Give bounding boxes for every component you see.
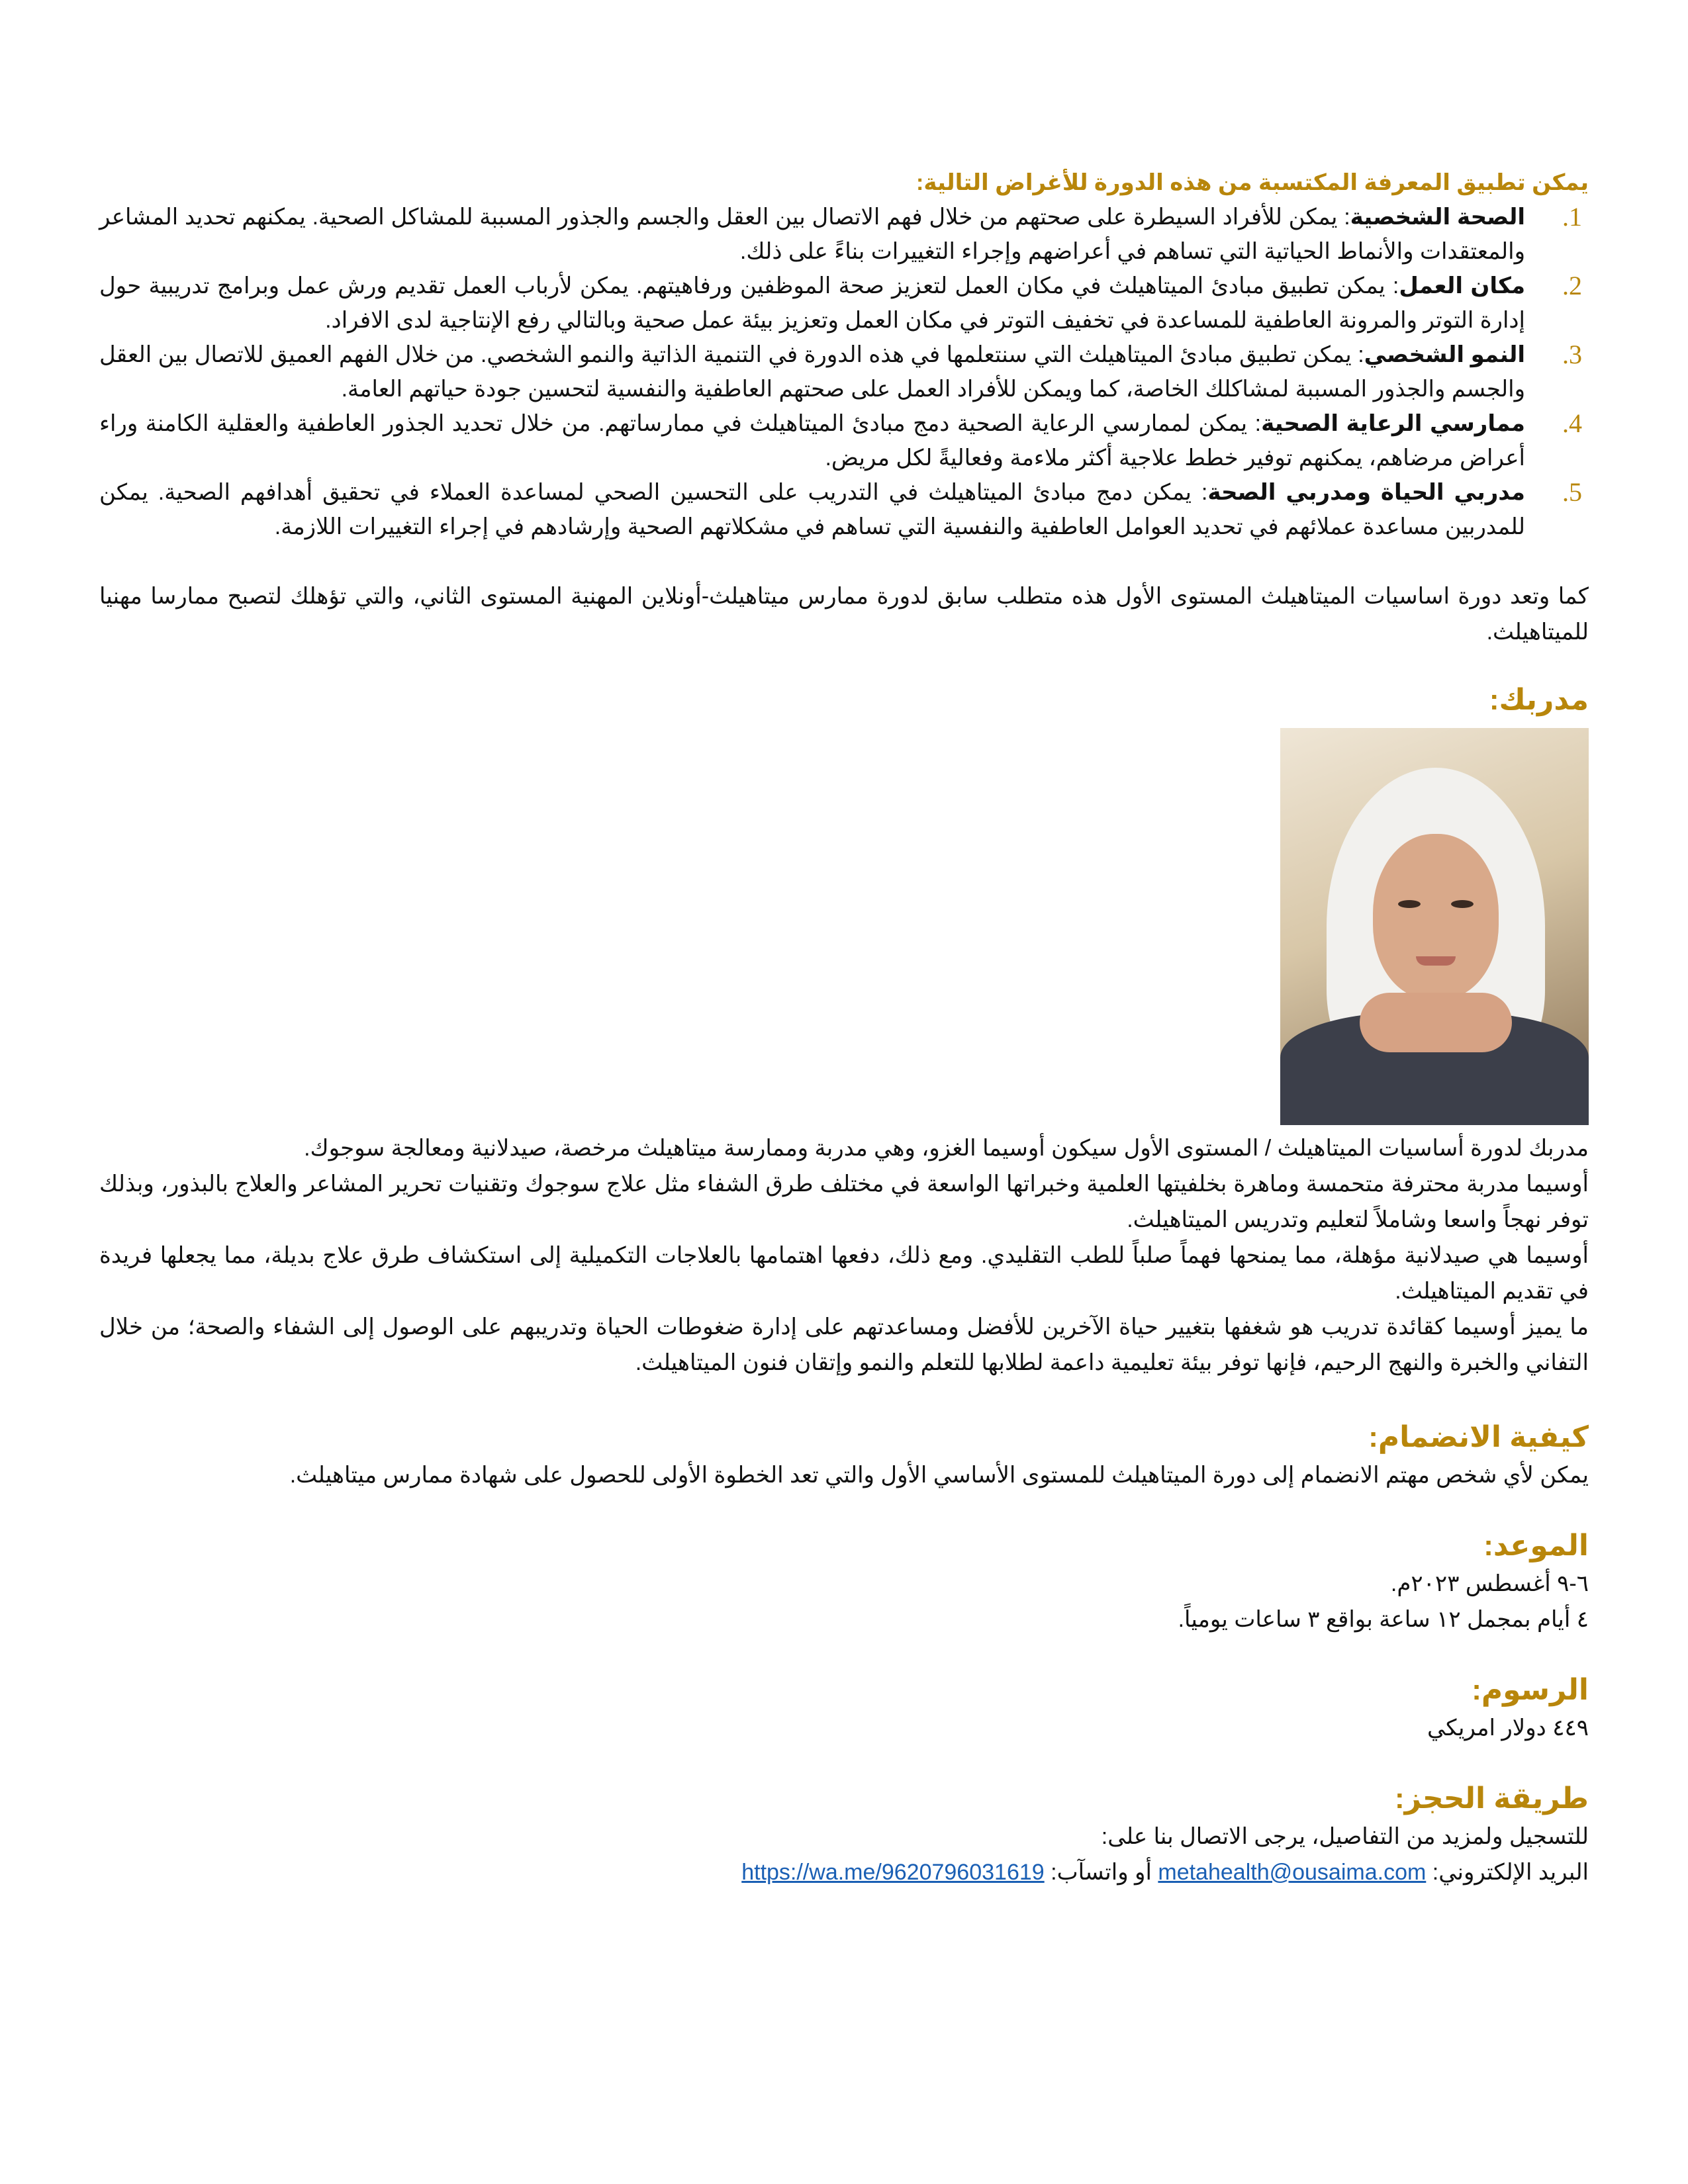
purpose-term: الصحة الشخصية: [1350, 205, 1525, 230]
trainer-paragraph: أوسيما هي صيدلانية مؤهلة، مما يمنحها فهماً صلباً للطب التقليدي. ومع ذلك، دفعها اهتمامها بالعلاجات التكميلية إلى استكشاف طرق علاج بديلة، مما يجعلها فريدة في تقديم الميتاهيلث.: [99, 1243, 1589, 1304]
purpose-term: مكان العمل: [1399, 273, 1525, 298]
booking-title: طريقة الحجز:: [1395, 1782, 1589, 1815]
prerequisite-paragraph: كما وتعد دورة اساسيات الميتاهيلث المستوى الأول هذه متطلب سابق لدورة ممارس ميتاهيلث-أونلاين المهنية المستوى الثاني، والتي تؤهلك لتصبح ممارسا مهنيا للميتاهيلث.: [99, 584, 1589, 645]
booking-intro: للتسجيل ولمزيد من التفاصيل، يرجى الاتصال بنا على:: [1101, 1824, 1589, 1849]
purpose-text: : يمكن تطبيق مبادئ الميتاهيلث في مكان العمل لتعزيز صحة الموظفين ورفاهيتهم. يمكن لأرباب العمل تقديم ورش عمل وبرامج تدريبية حول إدارة التوتر والمرونة العاطفية للمساعدة في تخفيف التوتر في مكان العمل وتعزيز بيئة عمل صحية وبالتالي رفع الإنتاجية لدى الافراد.: [99, 273, 1525, 333]
trainer-title: مدربك:: [1489, 684, 1589, 716]
schedule-title: الموعد:: [1483, 1529, 1589, 1562]
purpose-text: : يمكن للأفراد السيطرة على صحتهم من خلال فهم الاتصال بين العقل والجسم والجذور المسببة للمشاكل الصحية. يمكنهم تحديد المشاعر والمعتقدات والأنماط الحياتية التي تساهم في أعراضهم وإجراء التغييرات بناءً على ذلك.: [99, 205, 1525, 264]
trainer-photo: [1280, 728, 1589, 1125]
intro-heading: يمكن تطبيق المعرفة المكتسبة من هذه الدورة للأغراض التالية:: [916, 170, 1589, 195]
email-link[interactable]: metahealth@ousaima.com: [1158, 1860, 1427, 1885]
whatsapp-link[interactable]: https://wa.me/9620796031619: [741, 1860, 1045, 1885]
purpose-text: : يمكن دمج مبادئ الميتاهيلث في التدريب على التحسين الصحي لمساعدة العملاء في تحقيق أهدافهم الصحية. يمكن للمدربين مساعدة عملائهم في تحديد العوامل العاطفية والنفسية التي تساهم في مشكلاتهم الصحية وإرشادهم في إجراء التغييرات اللازمة.: [99, 480, 1525, 539]
list-number: 1.: [1562, 202, 1582, 232]
fees-title: الرسوم:: [1472, 1674, 1589, 1706]
purpose-term: ممارسي الرعاية الصحية: [1261, 411, 1525, 436]
purposes-list: [99, 200, 1589, 544]
list-item: [99, 200, 1589, 269]
trainer-paragraph: مدربك لدورة أساسيات الميتاهيلث / المستوى الأول سيكون أوسيما الغزو، وهي مدربة وممارسة ميتاهيلث مرخصة، صيدلانية ومعالجة سوجوك.: [304, 1136, 1589, 1161]
purpose-term: مدربي الحياة ومدربي الصحة: [1207, 480, 1525, 505]
list-item: [99, 475, 1589, 544]
trainer-paragraph: أوسيما مدربة محترفة متحمسة وماهرة بخلفيتها العلمية وخبراتها الواسعة في مختلف طرق الشفاء مثل علاج سوجوك وتقنيات تحرير المشاعر والعلاج بالبذور، وبذلك توفر نهجاً واسعا وشاملاً لتعليم وتدريس الميتاهيلث.: [99, 1171, 1589, 1232]
purpose-text: : يمكن لممارسي الرعاية الصحية دمج مبادئ الميتاهيلث في ممارساتهم. من خلال تحديد الجذور العاطفية والعقلية الكامنة وراء أعراض مرضاهم، يمكنهم توفير خطط علاجية أكثر ملاءمة وفعاليةً لكل مريض.: [99, 411, 1525, 471]
list-item: [99, 338, 1589, 406]
whatsapp-label: أو واتسآب:: [1044, 1860, 1152, 1885]
list-number: 4.: [1562, 408, 1582, 438]
purpose-text: : يمكن تطبيق مبادئ الميتاهيلث التي سنتعلمها في هذه الدورة في التنمية الذاتية والنمو الشخصي. من خلال الفهم العميق للاتصال بين العقل والجسم والجذور المسببة لمشاكلك الخاصة، كما ويمكن للأفراد العمل على صحتهم العاطفية والنفسية لتحسين جودة حياتهم العامة.: [99, 342, 1525, 402]
fees-amount: ٤٤٩ دولار امريكي: [1427, 1715, 1589, 1741]
list-item: [99, 406, 1589, 475]
join-title: كيفية الانضمام:: [1368, 1421, 1589, 1453]
schedule-duration: ٤ أيام بمجمل ١٢ ساعة بواقع ٣ ساعات يومياً.: [1178, 1607, 1589, 1632]
join-text: يمكن لأي شخص مهتم الانضمام إلى دورة الميتاهيلث للمستوى الأساسي الأول والتي تعد الخطوة الأولى للحصول على شهادة ممارس ميتاهيلث.: [289, 1463, 1589, 1488]
booking-contact: [99, 1854, 1589, 1890]
list-number: 5.: [1562, 477, 1582, 507]
schedule-dates: ٦-٩ أغسطس ٢٠٢٣م.: [1390, 1571, 1589, 1596]
list-number: 2.: [1562, 271, 1582, 300]
purpose-term: النمو الشخصي: [1364, 342, 1526, 367]
document-page: [99, 165, 1589, 1890]
email-label: البريد الإلكتروني:: [1426, 1860, 1589, 1885]
trainer-paragraph: ما يميز أوسيما كقائدة تدريب هو شغفها بتغيير حياة الآخرين للأفضل ومساعدتهم على إدارة ضغوطات الحياة وتدريبهم على الوصول إلى الشفاء والصحة؛ من خلال التفاني والخبرة والنهج الرحيم، فإنها توفر بيئة تعليمية داعمة لطلابها للتعلم والنمو وإتقان فنون الميتاهيلث.: [99, 1314, 1589, 1375]
list-item: [99, 269, 1589, 338]
list-number: 3.: [1562, 340, 1582, 369]
trainer-bio: [99, 1130, 1589, 1381]
